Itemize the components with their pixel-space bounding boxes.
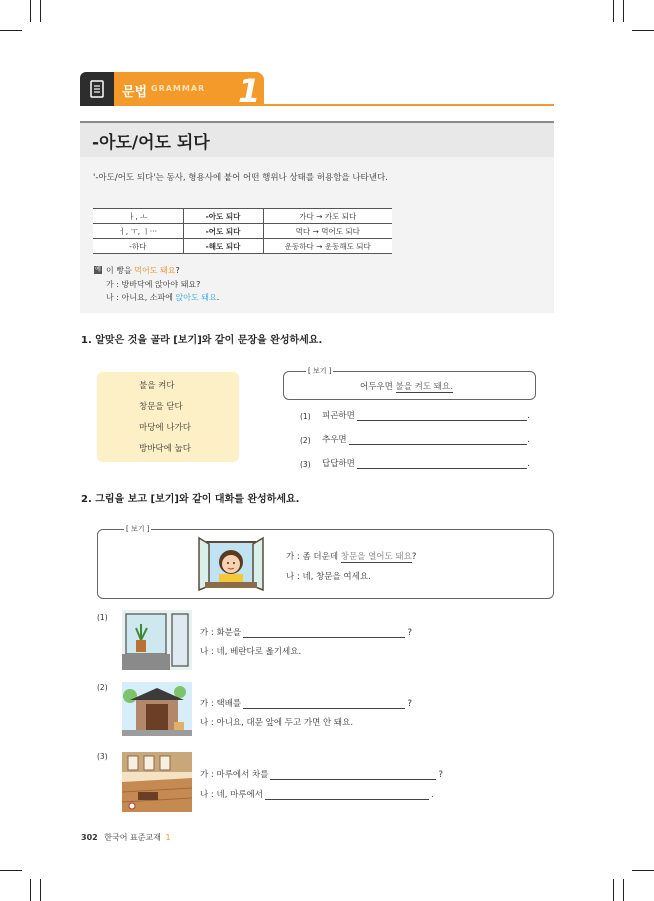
- word-item: 불을 켜다: [139, 381, 175, 391]
- document-icon: [80, 72, 114, 106]
- dialogue-text: 가 : 택배를: [200, 699, 242, 709]
- example-text: 이 빵을: [106, 266, 135, 275]
- item-text: 답답하면: [322, 459, 355, 469]
- page-number: 302: [81, 833, 98, 842]
- crop-mark: [0, 30, 22, 31]
- header-number: 1: [238, 72, 261, 110]
- grammar-table: [93, 208, 392, 254]
- crop-mark: [30, 0, 31, 22]
- bogi-answer: 불을 켜도 돼요.: [395, 382, 453, 392]
- dialogue-end: .: [431, 790, 434, 800]
- dialogue-line: [200, 626, 412, 638]
- book-volume: 1: [165, 833, 171, 842]
- bogi-box: [97, 529, 554, 599]
- item-number: (1): [300, 412, 311, 421]
- bogi-text: 가 : 좀 더운데: [286, 552, 341, 562]
- dialogue-line: [200, 768, 443, 780]
- answer-blank[interactable]: [349, 435, 528, 445]
- example-line: [106, 265, 180, 276]
- dialogue-line: [200, 788, 434, 800]
- crop-mark: [613, 879, 614, 901]
- header-subtitle: GRAMMAR: [151, 84, 206, 93]
- dialogue-text: 가 : 마루에서 차를: [200, 770, 269, 780]
- item-text: 추우면: [322, 435, 347, 445]
- item-number: (3): [97, 752, 108, 761]
- bogi-label: [ 보기 ]: [308, 367, 332, 375]
- bogi-line: 나 : 네, 창문을 여세요.: [286, 572, 371, 582]
- gate-package-illustration: [122, 682, 192, 736]
- word-item: 창문을 닫다: [139, 402, 183, 412]
- table-row: [93, 209, 392, 224]
- dialogue-text: 가 : 화분을: [200, 628, 242, 638]
- answer-blank[interactable]: [243, 699, 405, 709]
- balcony-plant-illustration: [122, 610, 192, 670]
- grammar-description: '-아도/어도 되다'는 동사, 형용사에 붙어 어떤 행위나 상태를 허용함을 나타낸다.: [93, 173, 388, 183]
- example-text: 가 : 방바닥에 앉아야 돼요?: [106, 280, 201, 289]
- crop-mark: [40, 879, 41, 901]
- vowel-cell: ㅏ, ㅗ: [93, 209, 183, 224]
- crop-mark: [613, 0, 614, 22]
- dialogue-end: ?: [438, 770, 443, 780]
- vowel-cell: ㅓ, ㅜ, ㅣ···: [93, 224, 183, 239]
- answer-blank[interactable]: [357, 411, 527, 421]
- table-row: [93, 239, 392, 254]
- form-cell: -어도 되다: [183, 224, 263, 239]
- example-text: .: [216, 293, 220, 302]
- dialogue-end: ?: [407, 628, 412, 638]
- bogi-text: ?: [411, 552, 417, 562]
- answer-blank[interactable]: [265, 790, 429, 800]
- crop-mark: [632, 870, 654, 871]
- item-text: 피곤하면: [322, 411, 355, 421]
- example-line: [106, 292, 219, 303]
- crop-mark: [30, 879, 31, 901]
- example-text: 나 : 아니요, 소파에: [106, 293, 176, 302]
- form-cell: -아도 되다: [183, 209, 263, 224]
- item-number: (1): [97, 613, 108, 622]
- item-end: .: [527, 435, 530, 445]
- example-text: ?: [175, 266, 180, 275]
- word-item: 방바닥에 눕다: [139, 444, 191, 454]
- dialogue-line: [200, 697, 412, 709]
- bogi-answer: 창문을 열어도 돼요: [340, 552, 412, 562]
- grammar-title: -아도/어도 되다: [92, 133, 210, 153]
- example-cell: 운동하다 → 운동해도 되다: [263, 239, 392, 254]
- header-title: 문법: [122, 85, 148, 100]
- example-highlight: 먹어도 돼요: [134, 266, 176, 275]
- fill-item: [300, 457, 530, 469]
- item-number: (3): [300, 460, 311, 469]
- bogi-line: [286, 550, 416, 562]
- answer-blank[interactable]: [243, 628, 405, 638]
- crop-mark: [632, 30, 654, 31]
- fill-item: [300, 409, 530, 421]
- bogi-sentence: [360, 380, 453, 392]
- answer-blank[interactable]: [357, 459, 527, 469]
- example-highlight: 앉아도 돼요: [175, 293, 217, 302]
- answer-blank[interactable]: [270, 770, 436, 780]
- example-icon: 예: [95, 266, 101, 273]
- fill-item: [300, 433, 530, 445]
- item-number: (2): [97, 683, 108, 692]
- window-person-illustration: [197, 536, 265, 592]
- crop-mark: [623, 0, 624, 22]
- crop-mark: [40, 0, 41, 22]
- item-number: (2): [300, 436, 311, 445]
- section2-heading: 2. 그림을 보고 [보기]와 같이 대화를 완성하세요.: [81, 494, 300, 505]
- header-rule: [264, 104, 554, 106]
- table-row: [93, 224, 392, 239]
- maru-floor-illustration: [122, 752, 192, 812]
- item-end: .: [527, 411, 530, 421]
- page-footer: [81, 832, 171, 843]
- crop-mark: [623, 879, 624, 901]
- dialogue-end: ?: [407, 699, 412, 709]
- form-cell: -해도 되다: [183, 239, 263, 254]
- section1-heading: 1. 알맞은 것을 골라 [보기]와 같이 문장을 완성하세요.: [81, 335, 323, 346]
- book-title: 한국어 표준교재: [104, 833, 161, 842]
- word-item: 마당에 나가다: [139, 423, 191, 433]
- bogi-label: [ 보기 ]: [126, 525, 150, 533]
- example-cell: 먹다 → 먹어도 되다: [263, 224, 392, 239]
- dialogue-line: 나 : 네, 베란다로 옮기세요.: [200, 647, 302, 657]
- example-cell: 가다 → 가도 되다: [263, 209, 392, 224]
- item-end: .: [527, 459, 530, 469]
- example-line: [106, 279, 200, 290]
- dialogue-line: 나 : 아니요, 대문 앞에 두고 가면 안 돼요.: [200, 718, 354, 728]
- dialogue-text: 나 : 네, 마루에서: [200, 790, 263, 800]
- crop-mark: [0, 870, 22, 871]
- vowel-cell: -하다: [93, 239, 183, 254]
- bogi-text: 어두우면: [360, 382, 396, 392]
